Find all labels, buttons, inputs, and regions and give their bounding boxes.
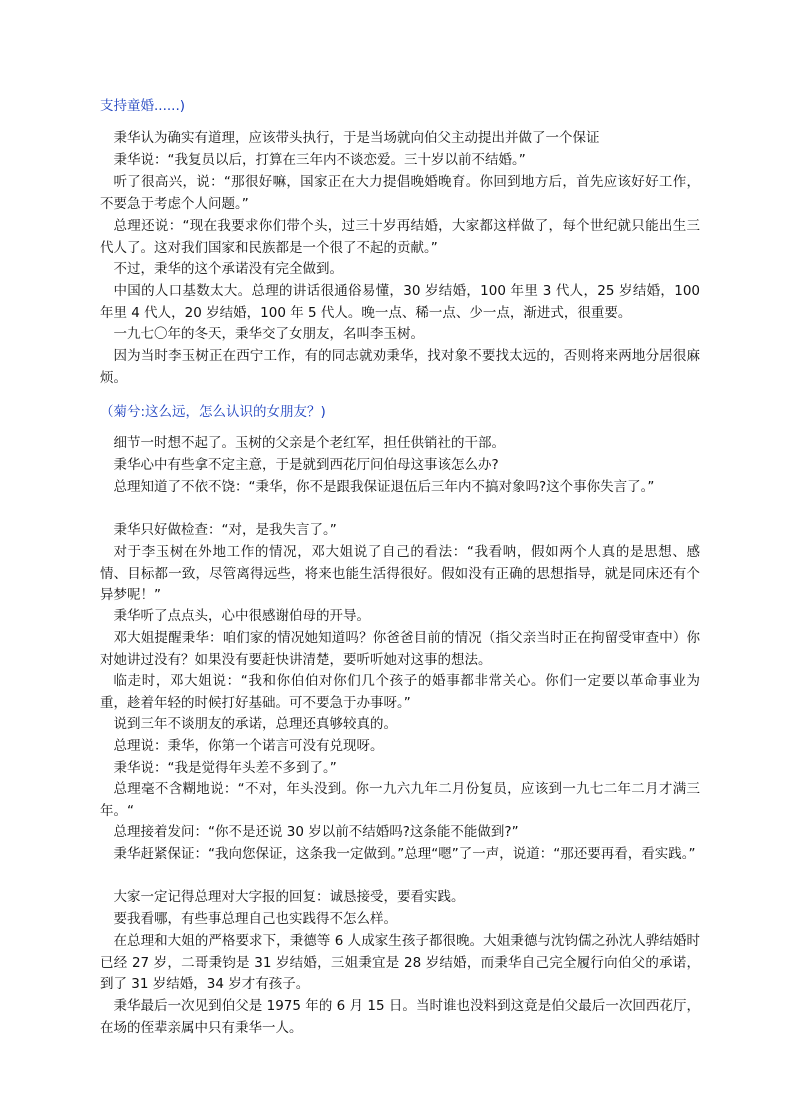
paragraph: 细节一时想不起了。玉树的父亲是个老红军，担任供销社的干部。 bbox=[113, 435, 505, 451]
paragraph: 秉华说：“我复员以后，打算在三年内不谈恋爱。三十岁以前不结婚。” bbox=[113, 152, 526, 168]
paragraph: 说到三年不谈朋友的承诺，总理还真够较真的。 bbox=[113, 716, 397, 732]
paragraph: 不过，秉华的这个承诺没有完全做到。 bbox=[113, 261, 343, 277]
paragraph: 因为当时李玉树正在西宁工作，有的同志就劝秉华，找对象不要找太远的，否则将来两地分居很麻烦。 bbox=[100, 348, 700, 386]
paragraph: 秉华说：“我是觉得年头差不多到了。” bbox=[113, 760, 337, 776]
paragraph: 临走时，邓大姐说：“我和你伯伯对你们几个孩子的婚事都非常关心。你们一定要以革命事业为重，趁着年轻的时候打好基础。可不要急于办事呀。” bbox=[100, 673, 700, 711]
section-heading: 支持童婚......) bbox=[100, 98, 186, 114]
paragraph: 总理接着发问：“你不是还说 30 岁以前不结婚吗?这条能不能做到?” bbox=[113, 824, 519, 840]
paragraph: 大家一定记得总理对大字报的回复：诚恳接受，要看实践。 bbox=[113, 889, 465, 905]
paragraph: 秉华赶紧保证：“我向您保证，这条我一定做到。”总理“嗯”了一声，说道：“那还要再看，看实践。” bbox=[113, 846, 696, 862]
section-heading: （菊兮:这么远，怎么认识的女朋友？) bbox=[100, 404, 326, 420]
paragraph: 总理说：秉华，你第一个诺言可没有兑现呀。 bbox=[113, 738, 384, 754]
paragraph: 中国的人口基数太大。总理的讲话很通俗易懂，30 岁结婚，100 年里 3 代人，25 岁结婚，100 年里 4 代人，20 岁结婚，100 年 5 代人。晚一点、稀一点、少一点，渐进式，很重要。 bbox=[100, 283, 700, 321]
paragraph: 在总理和大姐的严格要求下，秉德等 6 人成家生孩子都很晚。大姐秉德与沈钧儒之孙沈人骅结婚时已经 27 岁，二哥秉钧是 31 岁结婚，三姐秉宜是 28 岁结婚，而秉华自己完全履行向伯父的承诺，到了 31 岁结婚，34 岁才有孩子。 bbox=[100, 933, 700, 993]
paragraph: 对于李玉树在外地工作的情况，邓大姐说了自己的看法：“我看呐，假如两个人真的是思想、感情、目标都一致，尽管离得远些，将来也能生活得很好。假如没有正确的思想指导，就是同床还有个异梦呢！” bbox=[100, 544, 700, 604]
paragraph: 秉华最后一次见到伯父是 1975 年的 6 月 15 日。当时谁也没料到这竟是伯父最后一次回西花厅，在场的侄辈亲属中只有秉华一人。 bbox=[100, 998, 700, 1036]
paragraph: 秉华只好做检查：“对，是我失言了。” bbox=[113, 522, 337, 538]
paragraph: 秉华心中有些拿不定主意，于是就到西花厅问伯母这事该怎么办? bbox=[113, 457, 499, 473]
paragraph: 秉华听了点点头，心中很感谢伯母的开导。 bbox=[113, 608, 370, 624]
paragraph: 总理知道了不依不饶：“秉华，你不是跟我保证退伍后三年内不搞对象吗?这个事你失言了。” bbox=[113, 479, 655, 495]
paragraph: 秉华认为确实有道理，应该带头执行，于是当场就向伯父主动提出并做了一个保证 bbox=[113, 130, 600, 146]
paragraph: 总理还说：“现在我要求你们带个头，过三十岁再结婚，大家都这样做了，每个世纪就只能出生三代人了。这对我们国家和民族都是一个很了不起的贡献。” bbox=[100, 218, 700, 256]
paragraph: 要我看哪，有些事总理自己也实践得不怎么样。 bbox=[113, 911, 397, 927]
paragraph: 总理毫不含糊地说：“不对，年头没到。你一九六九年二月份复员，应该到一九七二年二月才满三年。“ bbox=[100, 781, 700, 819]
paragraph: 听了很高兴，说：“那很好嘛，国家正在大力提倡晚婚晚育。你回到地方后，首先应该好好工作，不要急于考虑个人问题。” bbox=[100, 174, 700, 212]
paragraph: 邓大姐提醒秉华：咱们家的情况她知道吗？你爸爸目前的情况（指父亲当时正在拘留受审查中）你对她讲过没有？如果没有要赶快讲清楚，要听听她对这事的想法。 bbox=[100, 630, 700, 668]
paragraph: 一九七〇年的冬天，秉华交了女朋友，名叫李玉树。 bbox=[113, 326, 424, 342]
